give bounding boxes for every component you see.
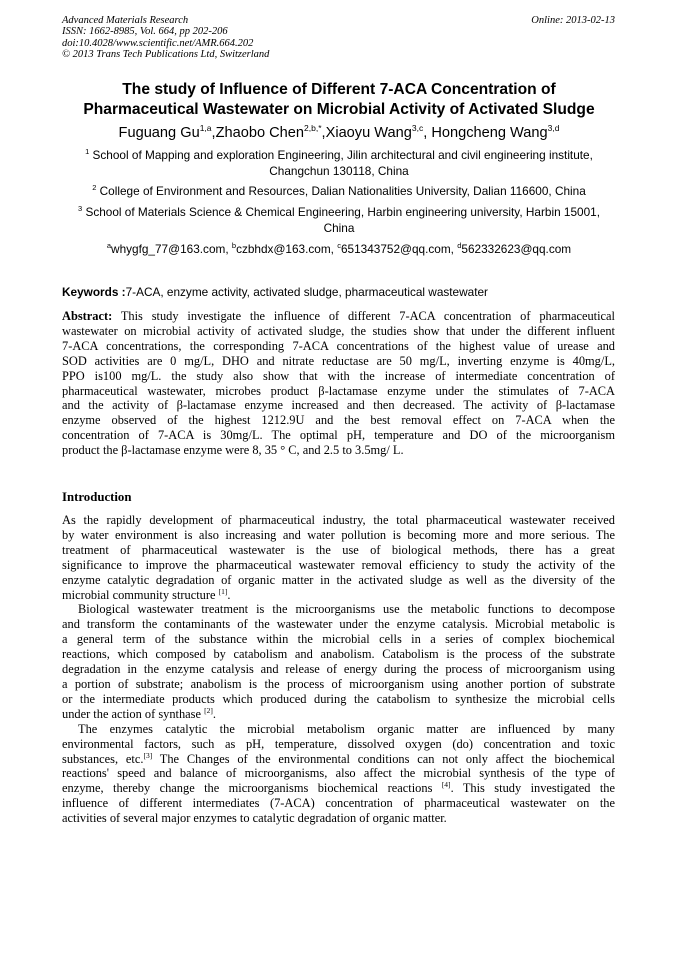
author-superscript: 3,c xyxy=(411,123,424,133)
paragraph-line: by water environment is also increasing and water pollution is becoming more and more serious. The xyxy=(62,527,615,542)
citation-ref: [3] xyxy=(143,750,153,760)
abstract-line: and the activity of β-lactamase enzyme increased and then decreased. The activity of β-lactamase xyxy=(62,398,615,413)
email-superscript: d xyxy=(457,241,462,250)
citation-ref: [4] xyxy=(441,780,451,790)
keywords-text: 7-ACA, enzyme activity, activated sludge, pharmaceutical wastewater xyxy=(125,285,488,299)
introduction-heading: Introduction xyxy=(62,490,132,504)
author-superscript: 1,a xyxy=(199,123,212,133)
paragraph-line: As the rapidly development of pharmaceutical industry, the total pharmaceutical wastewater received xyxy=(62,513,615,527)
affiliation-1 xyxy=(50,148,628,179)
author-superscript: 2,b,* xyxy=(304,123,322,133)
abstract-line: wastewater on microbial activity of activated sludge, the studies show that under the different influent xyxy=(62,323,615,338)
citation-ref: [1] xyxy=(218,586,228,596)
title-line-1: The study of Influence of Different 7-ACA Concentration of xyxy=(122,81,556,98)
paragraph-line: enzyme, thereby change the microorganisms biochemical reactions xyxy=(62,781,442,796)
citation-ref: [2] xyxy=(204,705,213,715)
paragraph-punct: . xyxy=(227,587,231,602)
author-separator: , xyxy=(321,125,326,141)
paragraph-line: under the action of synthase xyxy=(62,706,205,721)
author-list xyxy=(40,123,638,143)
abstract-line: product the β-lactamase enzyme were 8, 35 ° C, and 2.5 to 3.5mg/ L. xyxy=(62,443,404,458)
paragraph-line: reactions, which composed by catabolism and anabolism. Catabolism is the process of the substrate xyxy=(62,647,615,662)
affiliation-text: School of Materials Science & Chemical Engineering, Harbin engineering university, Harbin 15001, xyxy=(85,205,600,219)
email-address: czbhdx@163.com, xyxy=(236,242,338,256)
paragraph-punct: . xyxy=(212,706,216,721)
affiliation-text: College of Environment and Resources, Dalian Nationalities University, Dalian 116600, China xyxy=(99,184,586,198)
paragraph-line: microbial community structure xyxy=(62,587,219,602)
abstract-label: Abstract: xyxy=(62,309,113,323)
abstract-line: 7-ACA concentrations, the corresponding 7-ACA concentrations of the highest value of urease and xyxy=(62,338,615,353)
email-address: 651343752@qq.com, xyxy=(340,242,458,256)
affiliation-3 xyxy=(50,205,628,236)
paragraph-line: enzyme catalytic degradation of organic matter in the activated sludge as well as the diversity of the xyxy=(62,572,615,587)
affiliation-number: 2 xyxy=(92,183,97,192)
paragraph-line: influence of different intermediates (7-ACA) concentration of pharmaceutical wastewater on the xyxy=(62,796,615,811)
paragraph-line: Biological wastewater treatment is the microorganisms use the metabolic functions to decompose xyxy=(78,602,615,617)
affiliation-number: 3 xyxy=(78,204,83,213)
author-emails xyxy=(40,242,638,257)
abstract xyxy=(62,309,615,458)
journal-copyright: © 2013 Trans Tech Publications Ltd, Switzerland xyxy=(62,48,270,60)
author-name: Hongcheng Wang xyxy=(431,125,548,141)
author-name: Fuguang Gu xyxy=(118,125,200,141)
title-line-2: Pharmaceutical Wastewater on Microbial Activity of Activated Sludge xyxy=(83,101,595,118)
affiliation-text: School of Mapping and exploration Engineering, Jilin architectural and civil engineering institute, xyxy=(92,148,593,162)
paragraph-line: and transform the contaminants of the wastewater under the enzyme catalysis. Microbial metabolic is xyxy=(62,617,615,632)
affiliation-text: Changchun 130118, China xyxy=(269,163,409,178)
paragraph-line: The enzymes catalytic the microbial metabolism organic matter are influenced by many xyxy=(78,721,615,736)
abstract-line: concentration of 7-ACA is 30mg/L. The optimal pH, temperature and DO of the microorganism xyxy=(62,428,615,443)
abstract-line: SOD activities are 0 mg/L, DHO and nitrate reductase are 50 mg/L, inverting enzyme is 40mg/L, xyxy=(62,353,615,368)
author-name: Zhaobo Chen xyxy=(215,125,305,141)
paragraph-line: a portion of substrate; anabolism is the process of microorganism using another portion of substrate xyxy=(62,676,615,691)
paragraph-line: a general term of the substance within the microbial cells in a series of complex biochemical xyxy=(62,632,615,647)
email-superscript: a xyxy=(106,241,112,250)
journal-header xyxy=(62,15,482,60)
author-separator: , xyxy=(211,125,216,141)
paragraph-line: reactions' speed and balance of microorganisms, also affect the microbial synthesis of the type of xyxy=(62,766,615,781)
abstract-line: This study investigate the influence of different 7-ACA concentration of pharmaceutical xyxy=(112,309,615,323)
introduction-body xyxy=(62,513,615,826)
author-superscript: 3,d xyxy=(547,123,560,133)
paragraph-line: significance to improve the pharmaceutical wastewater removal efficiency to study the activity of the xyxy=(62,557,615,572)
journal-doi: doi:10.4028/www.scientific.net/AMR.664.202 xyxy=(62,37,254,49)
author-name: Xiaoyu Wang xyxy=(325,125,412,141)
paragraph-line: environmental factors, such as pH, temperature, dissolved oxygen (do) concentration and toxic xyxy=(62,736,615,751)
affiliation-2 xyxy=(50,184,628,200)
paragraph-line: or the intermediate products which produced during the catabolism to synthesize the microbial cells xyxy=(62,691,615,706)
keywords xyxy=(62,285,622,300)
paper-title xyxy=(50,80,628,120)
abstract-line: PPO is100 mg/L. the study also show that with the increase of intermediate concentration of xyxy=(62,368,615,383)
email-superscript: c xyxy=(337,241,341,250)
paragraph-line: The Changes of the environmental conditions can not only affect the biochemical xyxy=(152,751,616,766)
email-address: 562332623@qq.com xyxy=(461,242,572,256)
paragraph-line: substances, etc. xyxy=(62,751,144,766)
affiliation-text: China xyxy=(323,220,355,235)
abstract-line: enzyme observed of the highest 1212.9U and the best removal effect on 7-ACA when the xyxy=(62,413,615,428)
abstract-line: pharmaceutical wastewater, microbes product β-lactamase enzyme under the stimulates of 7-ACA xyxy=(62,383,615,398)
paragraph-line: activities of several major enzymes to catalytic degradation of organic matter. xyxy=(62,811,447,826)
keywords-label: Keywords : xyxy=(62,285,126,299)
affiliation-number: 1 xyxy=(85,147,90,156)
email-superscript: b xyxy=(231,241,237,250)
journal-name: Advanced Materials Research xyxy=(62,15,189,26)
author-separator: , xyxy=(423,125,432,141)
paragraph-line: treatment of pharmaceutical wastewater is the use of biological methods, there has a great xyxy=(62,542,615,557)
email-address: whygfg_77@163.com, xyxy=(111,242,232,256)
journal-issn: ISSN: 1662-8985, Vol. 664, pp 202-206 xyxy=(62,26,228,38)
online-date: Online: 2013-02-13 xyxy=(531,15,615,26)
paragraph-line: degradation in the enzyme catalysis and release of energy during the process of microorganism using xyxy=(62,662,615,677)
paragraph-line: . This study investigated the xyxy=(450,781,615,796)
